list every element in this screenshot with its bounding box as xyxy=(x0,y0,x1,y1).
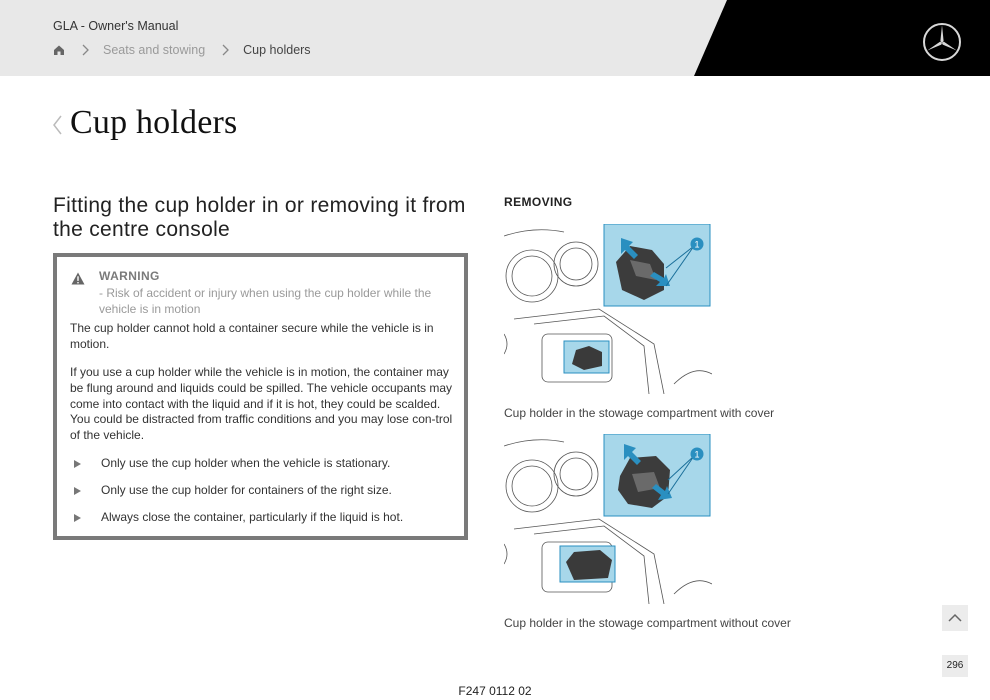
chevron-right-icon xyxy=(81,44,89,56)
callout-number: 1 xyxy=(694,239,700,250)
chevron-right-icon xyxy=(221,44,229,56)
figure-caption: Cup holder in the stowage compartment with cover xyxy=(504,406,775,420)
home-icon[interactable] xyxy=(53,44,65,56)
figure-caption: Cup holder in the stowage compartment without cover xyxy=(504,616,791,630)
warning-risk-text: - Risk of accident or injury when using the cup holder while the vehicle is in motion xyxy=(99,286,432,316)
callout-number: 1 xyxy=(694,449,700,460)
app-title: GLA - Owner's Manual xyxy=(53,19,179,33)
chevron-up-icon xyxy=(942,605,968,631)
mercedes-star-logo[interactable] xyxy=(922,22,962,62)
breadcrumb-link-seats[interactable]: Seats and stowing xyxy=(103,43,206,57)
page-title: Cup holders xyxy=(70,104,238,141)
breadcrumb xyxy=(53,42,311,58)
warning-paragraph: The cup holder cannot hold a container secure while the vehicle is in motion. xyxy=(70,321,434,351)
bullet-arrow-icon xyxy=(74,514,81,522)
scroll-to-top-button[interactable] xyxy=(942,605,968,631)
bullet-arrow-icon xyxy=(74,460,81,468)
warning-triangle-icon xyxy=(71,272,85,285)
bullet-text: Always close the container, particularly if the liquid is hot. xyxy=(101,510,404,524)
bullet-text: Only use the cup holder for containers of the right size. xyxy=(101,483,392,497)
cup-holder-illustration-without-cover[interactable] xyxy=(504,434,712,604)
warning-paragraph: If you use a cup holder while the vehicle is in motion, the container may be flung around and liquids could be spilled. The vehicle occupants may come into contact with the liquid and if it is hot, they could be scalded. You could be distracted from traffic conditions and you may lose con-trol of the vehicle. xyxy=(70,365,453,443)
chevron-left-icon[interactable] xyxy=(51,114,63,136)
section-title: Fitting the cup holder in or removing it from the centre console xyxy=(53,194,466,241)
bullet-text: Only use the cup holder when the vehicle is stationary. xyxy=(101,456,391,470)
warning-label: WARNING xyxy=(99,269,160,283)
cup-holder-illustration-with-cover[interactable] xyxy=(504,224,712,394)
warning-box xyxy=(53,253,468,540)
document-code: F247 0112 02 xyxy=(458,684,532,698)
removing-label: REMOVING xyxy=(504,195,573,209)
breadcrumb-current: Cup holders xyxy=(243,43,311,57)
page-number: 296 xyxy=(942,655,968,677)
bullet-arrow-icon xyxy=(74,487,81,495)
